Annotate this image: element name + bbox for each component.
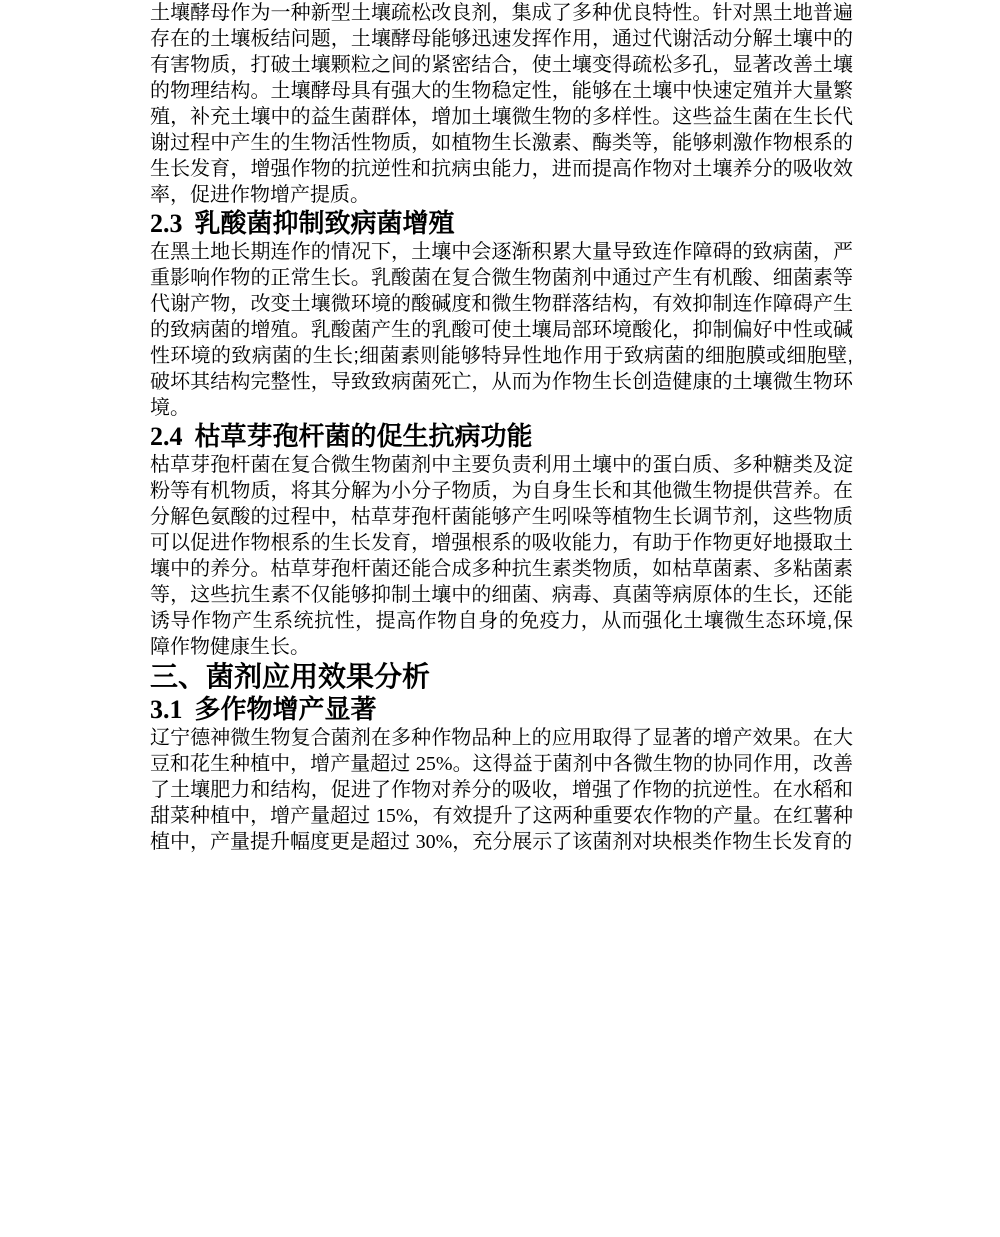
section-number-2-3: 2.3 [150, 209, 183, 238]
section-number-2-4: 2.4 [150, 422, 183, 451]
section-title-2-3: 乳酸菌抑制致病菌增殖 [194, 208, 455, 238]
section-title-2-4: 枯草芽孢杆菌的促生抗病功能 [194, 421, 533, 451]
document-content [150, 0, 853, 855]
increase-percentage-soybean-peanut: 25% [415, 753, 453, 775]
section-2-3-paragraph: 在黑土地长期连作的情况下，土壤中会逐渐积累大量导致连作障碍的致病菌，严重影响作物的正常生长。乳酸菌在复合微生物菌剂中通过产生有机酸、细菌素等代谢产物，改变土壤微环境的酸碱度和微生物群落结构，有效抑制连作障碍产生的致病菌的增殖。乳酸菌产生的乳酸可使土壤局部环境酸化，抑制偏好中性或碱性环境的致病菌的生长;细菌素则能够特异性地作用于致病菌的细胞膜或细胞壁,破坏其结构完整性，导致致病菌死亡，从而为作物生长创造健康的土壤微生物环境。 [150, 241, 853, 419]
intro-paragraph: 土壤酵母作为一种新型土壤疏松改良剂，集成了多种优良特性。针对黑土地普遍存在的土壤板结问题，土壤酵母能够迅速发挥作用，通过代谢活动分解土壤中的有害物质，打破土壤颗粒之间的紧密结合，使土壤变得疏松多孔，显著改善土壤的物理结构。土壤酵母具有强大的生物稳定性，能够在土壤中快速定殖并大量繁殖，补充土壤中的益生菌群体，增加土壤微生物的多样性。这些益生菌在生长代谢过程中产生的生物活性物质，如植物生长激素、酶类等，能够刺激作物根系的生长发育，增强作物的抗逆性和抗病虫能力，进而提高作物对土壤养分的吸收效率，促进作物增产提质。 [150, 2, 853, 206]
section-heading-3-1 [150, 694, 853, 725]
section-heading-2-3 [150, 208, 853, 239]
results-text-segment: ，充分展示了该菌剂对块根类作物生长发育的 [452, 831, 853, 853]
results-text-segment: 。这得益于菌剂中各微生物的协同作用，改善了土壤肥力和结构，促进了作物对养分的吸收，增强了作物的抗逆性。在水稻和甜菜种植中，增产量超过 [150, 753, 853, 827]
section-title-3-1: 多作物增产显著 [194, 694, 377, 724]
chapter-heading: 三、菌剂应用效果分析 [150, 661, 431, 692]
section-heading-2-4 [150, 421, 853, 452]
results-text-segment: ，有效提升了这两种重要农作物的产量。在红薯种植中，产量提升幅度更是超过 [150, 805, 853, 853]
increase-percentage-rice-beet: 15% [375, 805, 413, 827]
results-paragraph [150, 725, 853, 855]
results-text-segment: 辽宁德神微生物复合菌剂在多种作物品种上的应用取得了显著的增产效果。在大豆和花生种植中，增产量超过 [150, 727, 853, 775]
increase-percentage-sweet-potato: 30% [415, 831, 453, 853]
section-2-4-paragraph: 枯草芽孢杆菌在复合微生物菌剂中主要负责利用土壤中的蛋白质、多种糖类及淀粉等有机物质，将其分解为小分子物质，为自身生长和其他微生物提供营养。在分解色氨酸的过程中，枯草芽孢杆菌能够产生吲哚等植物生长调节剂，这些物质可以促进作物根系的生长发育，增强根系的吸收能力，有助于作物更好地摄取土壤中的养分。枯草芽孢杆菌还能合成多种抗生素类物质，如枯草菌素、多粘菌素等，这些抗生素不仅能够抑制土壤中的细菌、病毒、真菌等病原体的生长，还能诱导作物产生系统抗性，提高作物自身的免疫力，从而强化土壤微生态环境,保障作物健康生长。 [150, 454, 853, 658]
section-number-3-1: 3.1 [150, 695, 183, 724]
